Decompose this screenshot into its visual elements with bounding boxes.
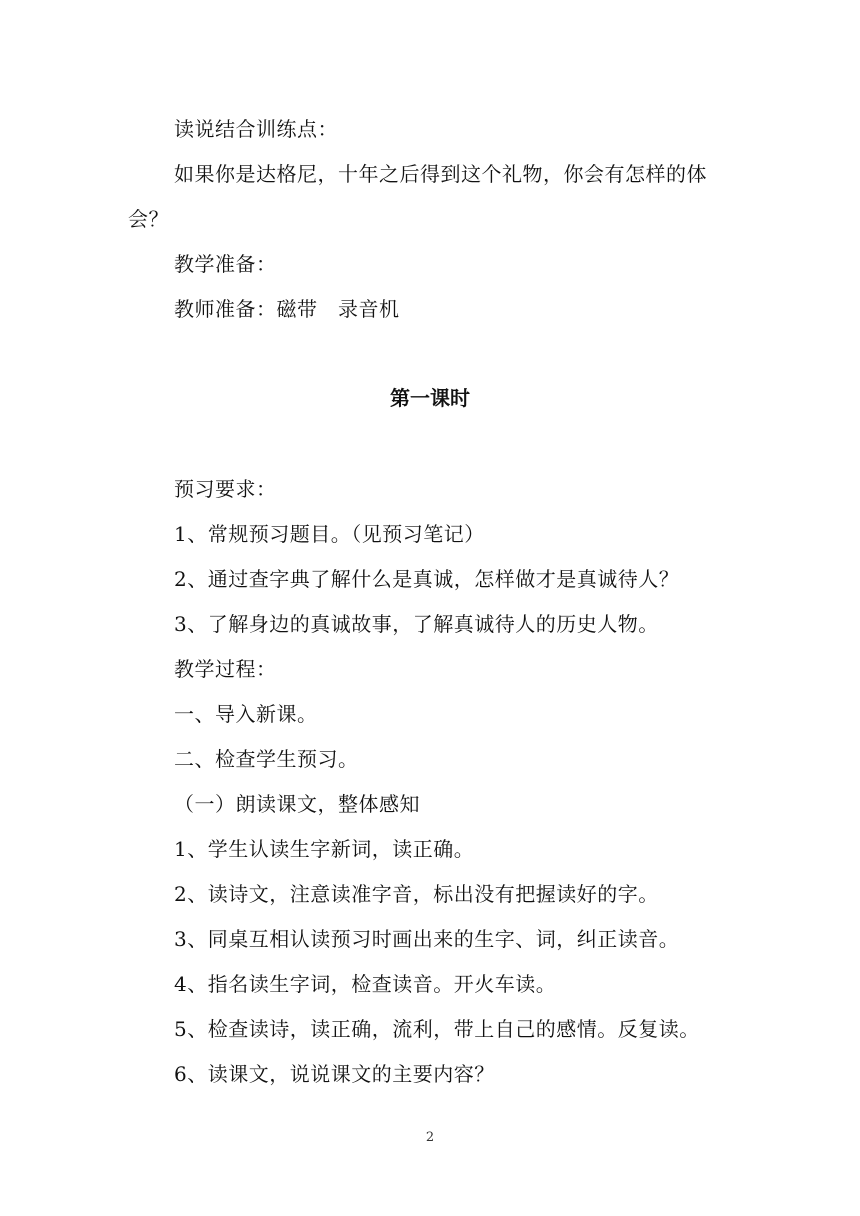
reading-item-5: 5、检查读诗，读正确，流利，带上自己的感情。反复读。 — [174, 1017, 700, 1041]
preview-item-3: 3、了解身边的真诚故事，了解真诚待人的历史人物。 — [174, 612, 659, 636]
preview-requirements-heading: 预习要求： — [174, 477, 277, 501]
process-step-2: 二、检查学生预习。 — [174, 747, 359, 771]
preview-item-1: 1、常规预习题目。（见预习笔记） — [174, 522, 485, 546]
practice-question-continuation: 会？ — [128, 207, 169, 231]
reading-item-3: 3、同桌互相认读预习时画出来的生字、词，纠正读音。 — [174, 927, 680, 951]
practice-question-line: 如果你是达格尼，十年之后得到这个礼物，你会有怎样的体 — [174, 162, 707, 186]
reading-section-heading: （一）朗读课文，整体感知 — [174, 792, 420, 816]
reading-item-2: 2、读诗文，注意读准字音，标出没有把握读好的字。 — [174, 882, 659, 906]
reading-item-1: 1、学生认读生字新词，读正确。 — [174, 837, 475, 861]
preview-item-2: 2、通过查字典了解什么是真诚，怎样做才是真诚待人？ — [174, 567, 680, 591]
teaching-process-heading: 教学过程： — [174, 657, 277, 681]
teaching-preparation-heading: 教学准备： — [174, 252, 277, 276]
teacher-preparation-line: 教师准备：磁带 录音机 — [174, 297, 400, 321]
reading-item-6: 6、读课文，说说课文的主要内容？ — [174, 1062, 495, 1086]
reading-item-4: 4、指名读生字词，检查读音。开火车读。 — [174, 972, 557, 996]
process-step-1: 一、导入新课。 — [174, 702, 318, 726]
practice-point-heading: 读说结合训练点： — [174, 117, 338, 141]
page-number: 2 — [425, 1130, 435, 1145]
lesson-title: 第一课时 — [390, 386, 470, 410]
